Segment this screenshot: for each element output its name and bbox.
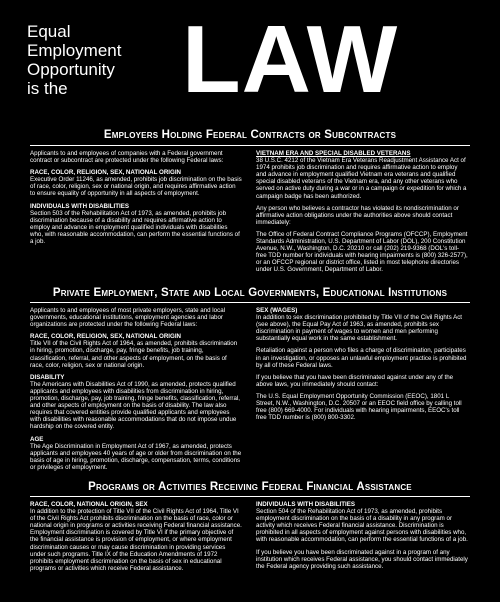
paragraph-text: Title VII of the Civil Rights Act of 1964, as amended, prohibits discrimination in hiring, promotion, discharge, pay, fringe benefits, job training, classification, referral, and other aspects of employment, on the basis of race, color, religion, sex or national origin. (30, 340, 238, 369)
section2-left-column (30, 307, 242, 476)
section1-title: Employers Holding Federal Contracts or Subcontracts (103, 129, 397, 141)
header-law: LAW (182, 6, 399, 113)
paragraph-text: The Americans with Disabilities Act of 1990, as amended, protects qualified applicants and employees with disabilities from discrimination in hiring, promotion, discharge, pay, job training, fringe benefits, classification, referral, and other aspects of employment on the basis of disability. The law also requires that covered entities provide qualified applicants and employees with disabilities with reasonable accommodations that do not impose undue hardship on the covered entity. (30, 380, 241, 431)
paragraph (256, 205, 468, 226)
paragraph (30, 169, 242, 197)
paragraph-heading: DISABILITY (30, 373, 65, 381)
section3-title: Programs or Activities Receiving Federal Financial Assistance (88, 481, 412, 493)
paragraph-text: Applicants to and employees of companies with a Federal government contract or subcontract are protected under the following Federal laws: (30, 150, 224, 165)
header-line-equal: Equal (27, 22, 71, 41)
paragraph-text: The U.S. Equal Employment Opportunity Commission (EEOC), 1801 L Street, N.W., Washington, D.C. 20507 or an EEOC field office by calling toll free (800) 669-4000. For individuals with hearing impairments, EEOC's toll free TDD number is (800) 800-3302. (256, 392, 462, 422)
paragraph (256, 231, 468, 274)
section3-left-column (30, 501, 242, 577)
paragraph-heading: RACE, COLOR, RELIGION, SEX, NATIONAL ORIGIN (30, 169, 182, 177)
section2-divider (30, 302, 470, 303)
paragraph-text: Executive Order 11246, as amended, prohibits job discrimination on the basis of race, color, religion, sex or national origin, and requires affirmative action to ensure equality of opportunity in all aspects of employment. (30, 176, 242, 198)
header-line-opportunity: Opportunity (27, 60, 115, 79)
paragraph (256, 549, 468, 570)
paragraph (30, 150, 242, 164)
paragraph-text: In addition to the protection of Title VII of the Civil Rights Act of 1964, Title VI of the Civil Rights Act prohibits discrimination on the basis of race, color or national origin in programs or activities receiving Federal financial assistance. Employment discrimination is covered by Title VI if the primary objective of the financial assistance is provision of employment, or where employment discrimination causes or may cause discrimination in providing services under such programs. Title IX of the Education Amendments of 1972 prohibits employment discrimination on the basis of sex in educational programs or activities which receive Federal assistance. (30, 508, 242, 572)
paragraph (256, 374, 468, 388)
paragraph (30, 203, 242, 246)
paragraph (256, 393, 468, 421)
paragraph-text: Applicants to and employees of most private employers, state and local governments, educational institutions, employment agencies and labor organizations are protected under the following Federal laws: (30, 307, 226, 329)
header-line-is-the: is the (27, 79, 68, 98)
section1-divider (30, 145, 470, 146)
paragraph-text: Section 503 of the Rehabilitation Act of 1973, as amended, prohibits job discrimination because of a disability and requires affirmative action to employ and advance in employment qualified individuals with disabilities who, with reasonable accommodation, can perform the essential functions of a job. (30, 209, 240, 246)
section3-right-column (256, 501, 468, 575)
paragraph-text: In addition to sex discrimination prohibited by Title VII of the Civil Rights Act (see above), the Equal Pay Act of 1963, as amended, prohibits sex discrimination in payment of wages to women and men performing substantially equal work in the same establishment. (256, 314, 463, 343)
paragraph-heading: VIETNAM ERA AND SPECIAL DISABLED VETERANS (256, 150, 411, 157)
paragraph (256, 501, 468, 544)
section3-divider (30, 496, 470, 497)
paragraph (30, 333, 242, 368)
paragraph-heading: INDIVIDUALS WITH DISABILITIES (30, 202, 129, 210)
paragraph-heading: RACE, COLOR, RELIGION, SEX, NATIONAL ORIGIN (30, 333, 182, 341)
section1-left-column (30, 150, 242, 250)
paragraph-heading: INDIVIDUALS WITH DISABILITIES (256, 501, 355, 508)
paragraph (256, 307, 468, 342)
section2-right-column (256, 307, 468, 426)
paragraph-text: Retaliation against a person who files a charge of discrimination, participates in an investigation, or opposes an unlawful employment practice is prohibited by all of these Federal laws. (256, 347, 467, 369)
paragraph-text: If you believe you have been discriminated against in a program of any institution which receives Federal assistance, you should contact immediately the Federal agency providing such assistance. (256, 548, 468, 570)
section2-title: Private Employment, State and Local Governments, Educational Institutions (52, 287, 448, 299)
paragraph (30, 436, 242, 471)
paragraph-heading: AGE (30, 435, 44, 443)
paragraph-text: If you believe that you have been discriminated against under any of the above laws, you immediately should contact: (256, 373, 454, 388)
paragraph-text: The Office of Federal Contract Compliance Programs (OFCCP), Employment Standards Administration, U.S. Department of Labor (DOL), 200 Constitution Avenue, N.W., Washington, D.C. 20210 or call (202) 219-9368 (DOL's toll-free TDD number for individuals with hearing impairments is (800) 326-2577), or an OFCCP regional or district office, listed in most telephone directories under U.S. Government, Department of Labor. (256, 230, 468, 274)
paragraph-heading: RACE, COLOR, NATIONAL ORIGIN, SEX (30, 501, 148, 508)
paragraph (30, 374, 242, 431)
paragraph (30, 307, 242, 328)
header-line-employment: Employment (27, 41, 122, 60)
paragraph-heading: SEX (WAGES) (256, 307, 298, 314)
paragraph-text: The Age Discrimination in Employment Act of 1967, as amended, protects applicants and employees 40 years of age or older from discrimination on the basis of age in hiring, promotion, discharge, compensation, terms, conditions or privileges of employment. (30, 442, 242, 471)
paragraph (256, 150, 468, 200)
section1-right-column (256, 150, 468, 279)
header-intro (27, 22, 121, 98)
paragraph (256, 347, 468, 368)
paragraph-text: 38 U.S.C. 4212 of the Vietnam Era Veterans Readjustment Assistance Act of 1974 prohibits job discrimination and requires affirmative action to employ and advance in employment qualified Vietnam era veterans and qualified special disabled veterans of the Vietnam era, and any other veterans who served on active duty during a war or in a campaign or expedition for which a campaign badge has been authorized. (256, 157, 467, 200)
paragraph-text: Any person who believes a contractor has violated its nondiscrimination or affirmative action obligations under the authorities above should contact immediately: (256, 204, 459, 226)
paragraph (30, 501, 242, 572)
paragraph-text: Section 504 of the Rehabilitation Act of 1973, as amended, prohibits employment discrimination on the basis of a disability in any program or activity which receives Federal financial assistance. Discrimination is prohibited in all aspects of employment against persons with disabilities who, with reasonable accommodation, can perform the essential functions of a job. (256, 508, 468, 544)
